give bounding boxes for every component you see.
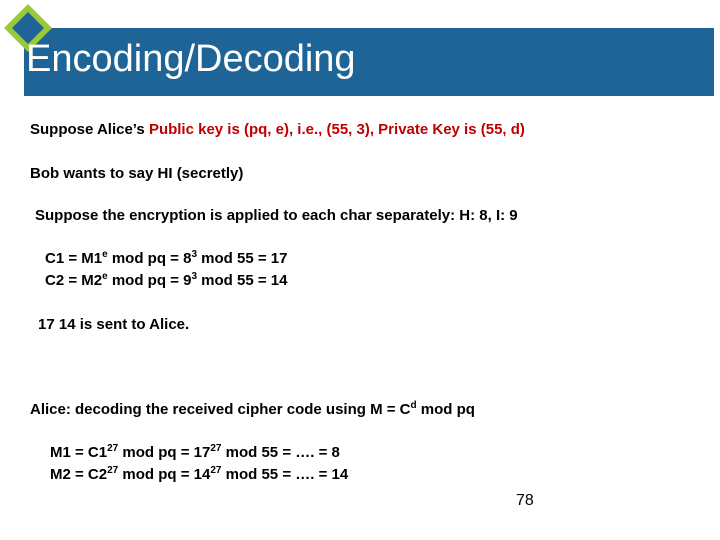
m1-equation [50, 444, 340, 461]
public-key-line [30, 121, 525, 138]
alice-part-a: Alice: decoding the received cipher code using M = C [30, 401, 411, 418]
m1-part-c: mod 55 = …. = 8 [221, 444, 340, 461]
c1-equation [45, 250, 287, 267]
c1-part-c: mod 55 = 17 [197, 250, 288, 267]
m1-exponent-2: 27 [210, 443, 222, 454]
c2-exponent-3: 3 [191, 271, 197, 282]
sent-line: 17 14 is sent to Alice. [38, 316, 190, 333]
m2-exponent-1: 27 [107, 465, 119, 476]
c1-part-a: C1 = M1 [45, 250, 103, 267]
c2-part-c: mod 55 = 14 [197, 272, 288, 289]
c1-part-b: mod pq = 8 [107, 250, 192, 267]
slide-title: Encoding/Decoding [26, 38, 356, 80]
page-number: 78 [516, 492, 534, 509]
alice-decoding-line [30, 401, 475, 418]
public-key-prefix: Suppose Alice’s [30, 121, 149, 138]
c2-exponent-e: e [102, 271, 108, 282]
m2-part-c: mod 55 = …. = 14 [221, 466, 349, 483]
c1-exponent-e: e [102, 249, 108, 260]
m1-exponent-1: 27 [107, 443, 119, 454]
bob-line: Bob wants to say HI (secretly) [30, 165, 244, 182]
c1-exponent-3: 3 [191, 249, 197, 260]
c2-part-a: C2 = M2 [45, 272, 103, 289]
m2-exponent-2: 27 [210, 465, 222, 476]
m1-part-a: M1 = C1 [50, 444, 108, 461]
c2-equation [45, 272, 287, 289]
m1-part-b: mod pq = 17 [118, 444, 211, 461]
alice-part-b: mod pq [416, 401, 475, 418]
encryption-line: Suppose the encryption is applied to each char separately: H: 8, I: 9 [35, 207, 518, 224]
m2-part-a: M2 = C2 [50, 466, 108, 483]
c2-part-b: mod pq = 9 [107, 272, 192, 289]
alice-exponent-d: d [410, 400, 417, 411]
m2-part-b: mod pq = 14 [118, 466, 211, 483]
m2-equation [50, 466, 348, 483]
public-key-text: Public key is (pq, e), i.e., (55, 3), Private Key is (55, d) [148, 121, 525, 138]
